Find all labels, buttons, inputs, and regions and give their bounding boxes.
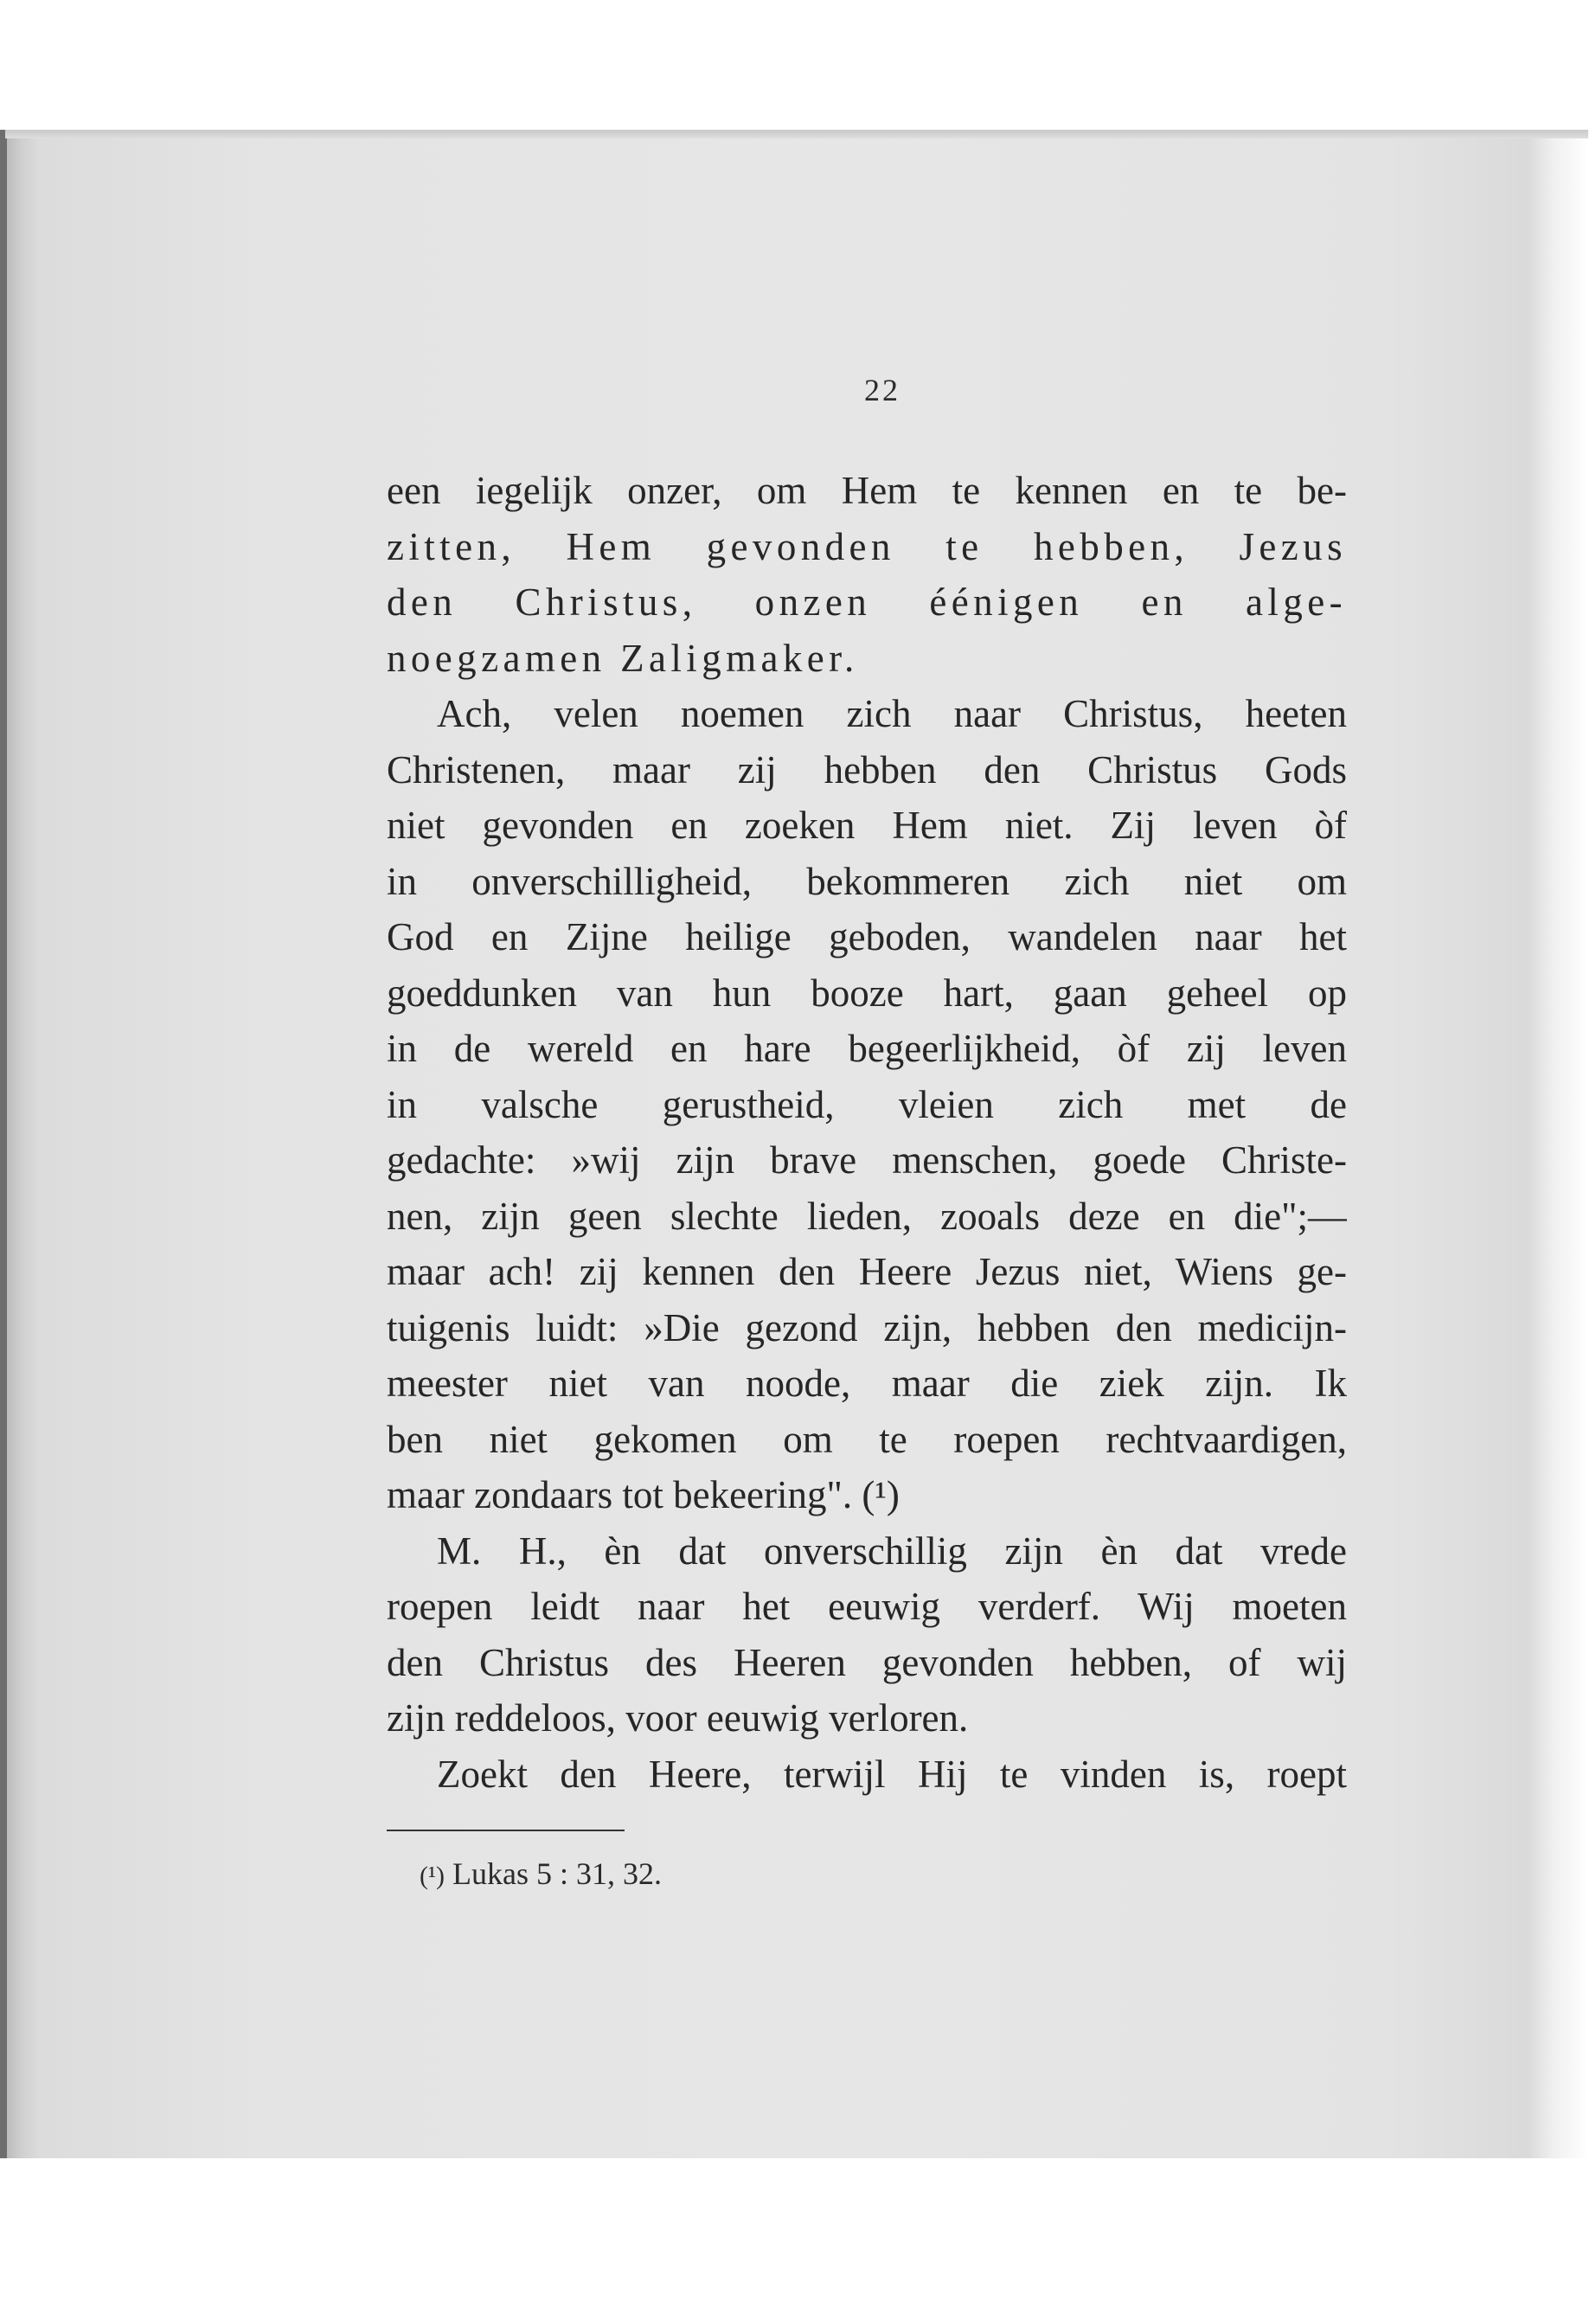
text-line: zitten, Hem gevonden te hebben, Jezus [387,524,1347,568]
text-line: niet gevonden en zoeken Hem niet. Zij leven òf [387,804,1347,847]
text-line: nen, zijn geen slechte lieden, zooals deze en die";— [387,1194,1347,1238]
text-line: roepen leidt naar het eeuwig verderf. Wij moeten [387,1585,1347,1628]
text-line: ben niet gekomen om te roepen rechtvaardigen, [387,1417,1347,1461]
footnote [420,1856,662,1892]
text-line: een iegelijk onzer, om Hem te kennen en te be- [387,469,1347,512]
footnote-text: Lukas 5 : 31, 32. [452,1856,662,1891]
text-line: maar ach! zij kennen den Heere Jezus niet, Wiens ge- [387,1250,1347,1293]
text-line: meester niet van noode, maar die ziek zijn. Ik [387,1362,1347,1405]
text-line: noegzamen Zaligmaker. [387,636,859,680]
text-line: den Christus des Heeren gevonden hebben, of wij [387,1640,1347,1684]
text-line: M. H., èn dat onverschillig zijn èn dat vrede [437,1529,1347,1573]
text-line: tuigenis luidt: »Die gezond zijn, hebben den medicijn- [387,1305,1347,1349]
footnote-marker: (¹) [420,1862,445,1890]
text-line: gedachte: »wij zijn brave menschen, goede Christe- [387,1138,1347,1182]
binding-shadow [0,130,7,2158]
text-line: God en Zijne heilige geboden, wandelen naar het [387,915,1347,958]
text-line: goeddunken van hun booze hart, gaan geheel op [387,971,1347,1015]
text-line: in de wereld en hare begeerlijkheid, òf zij leven [387,1027,1347,1070]
text-line: Christenen, maar zij hebben den Christus Gods [387,747,1347,792]
body-text [387,463,1347,1802]
footnote-divider [387,1830,625,1831]
text-line: maar zondaars tot bekeering". (¹) [387,1473,900,1516]
text-line: den Christus, onzen éénigen en alge- [387,580,1347,624]
text-line: in onverschilligheid, bekommeren zich niet om [387,859,1347,903]
page-number: 22 [864,373,901,407]
text-line: Ach, velen noemen zich naar Christus, heeten [437,692,1347,735]
text-line: in valsche gerustheid, vleien zich met de [387,1082,1347,1126]
text-line: Zoekt den Heere, terwijl Hij te vinden is, roept [437,1752,1347,1796]
paper-top-edge [5,130,1588,138]
text-line: zijn reddeloos, voor eeuwig verloren. [387,1696,969,1740]
